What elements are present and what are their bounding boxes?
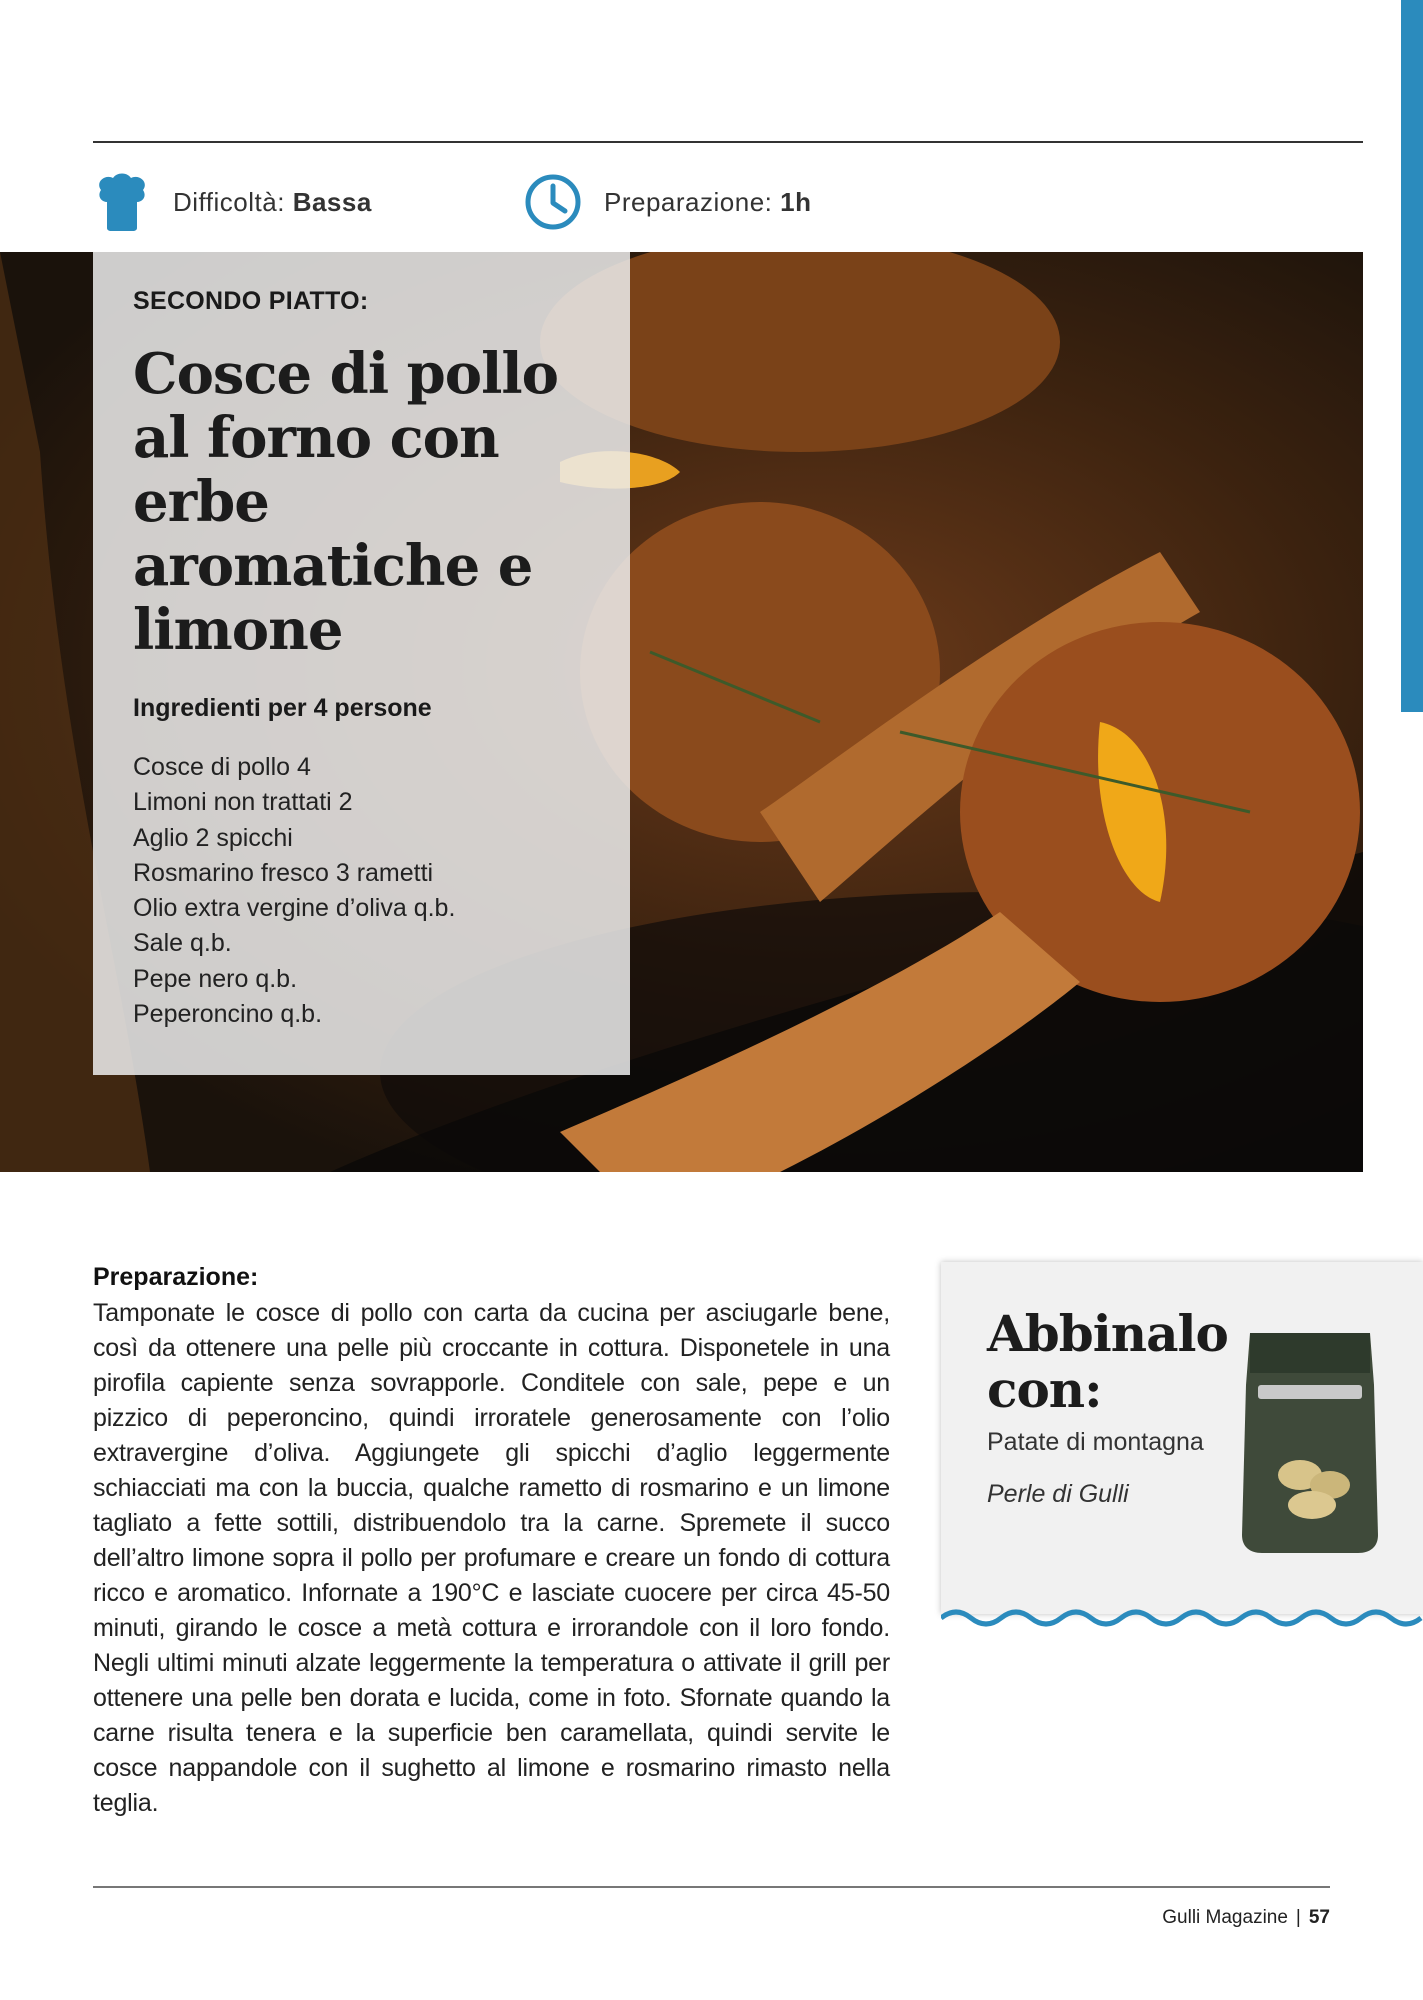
prep-time-meta	[524, 172, 811, 232]
clock-icon	[524, 173, 582, 231]
difficulty-meta	[93, 172, 372, 232]
pairing-title-line1: Abbinalo	[987, 1304, 1228, 1363]
page-footer	[1162, 1907, 1330, 1929]
ingredient-item: Olio extra vergine d’oliva q.b.	[133, 894, 456, 923]
course-kicker: SECONDO PIATTO:	[133, 287, 369, 315]
pairing-title	[987, 1306, 1228, 1418]
page-number: 57	[1308, 1907, 1330, 1928]
ingredient-item: Peperoncino q.b.	[133, 1000, 323, 1029]
ingredients-heading: Ingredienti per 4 persone	[133, 694, 432, 722]
section-side-tab	[1401, 0, 1423, 712]
footer-separator: |	[1295, 1907, 1301, 1928]
difficulty-label: Difficoltà:	[173, 186, 285, 217]
potato-bag-image	[1240, 1325, 1380, 1555]
difficulty-value: Bassa	[292, 186, 372, 217]
wave-decoration	[941, 1598, 1423, 1634]
ingredient-item: Cosce di pollo 4	[133, 753, 311, 781]
chef-hat-icon	[93, 172, 151, 232]
prep-time-label: Preparazione:	[604, 186, 773, 217]
pairing-brand: Perle di Gulli	[987, 1480, 1129, 1508]
pairing-title-line2: con:	[987, 1360, 1102, 1419]
ingredient-item: Rosmarino fresco 3 rametti	[133, 858, 434, 887]
ingredient-item: Pepe nero q.b.	[133, 964, 298, 993]
ingredient-item: Limoni non trattati 2	[133, 788, 353, 817]
ingredient-item: Sale q.b.	[133, 929, 232, 958]
recipe-card	[93, 252, 630, 1075]
prep-time-value: 1h	[780, 186, 812, 217]
magazine-name: Gulli Magazine	[1162, 1907, 1288, 1928]
preparation-heading: Preparazione:	[93, 1263, 259, 1291]
ingredient-item: Aglio 2 spicchi	[133, 823, 293, 852]
pairing-product: Patate di montagna	[987, 1428, 1204, 1456]
ingredients-list	[133, 750, 455, 1032]
top-divider	[93, 141, 1363, 143]
preparation-text: Tamponate le cosce di pollo con carta da cucina per asciugarle bene, così da ottenere una pelle più croccante in cottura. Disponetele in una pirofila capiente senza sovrapporle. Conditele con sale, pepe e un pizzico di peperoncino, quindi irroratele generosamente con l’olio extravergine d’oliva. Aggiungete gli spicchi d’aglio leggermente schiacciati ma con la buccia, qualche rametto di rosmarino e un limone tagliato a fette sottili, distribuendolo tra la carne. Spremete il succo dell’altro limone sopra il pollo per profumare e creare un fondo di cottura ricco e aromatico. Infornate a 190°C e lasciate cuocere per circa 45-50 minuti, girando le cosce a metà cottura e irrorandole con il loro fondo. Negli ultimi minuti alzate leggermente la temperatura o attivate il grill per ottenere una pelle ben dorata e lucida, come in foto. Sfornate quando la carne risulta tenera e la superficie ben caramellata, quindi servite le cosce nappandole con il sughetto al limone e rosmarino rimasto nella teglia.	[93, 1299, 890, 1817]
bottom-divider	[93, 1886, 1330, 1888]
recipe-title: Cosce di pollo al forno con erbe aromatiche e limone	[133, 341, 559, 663]
